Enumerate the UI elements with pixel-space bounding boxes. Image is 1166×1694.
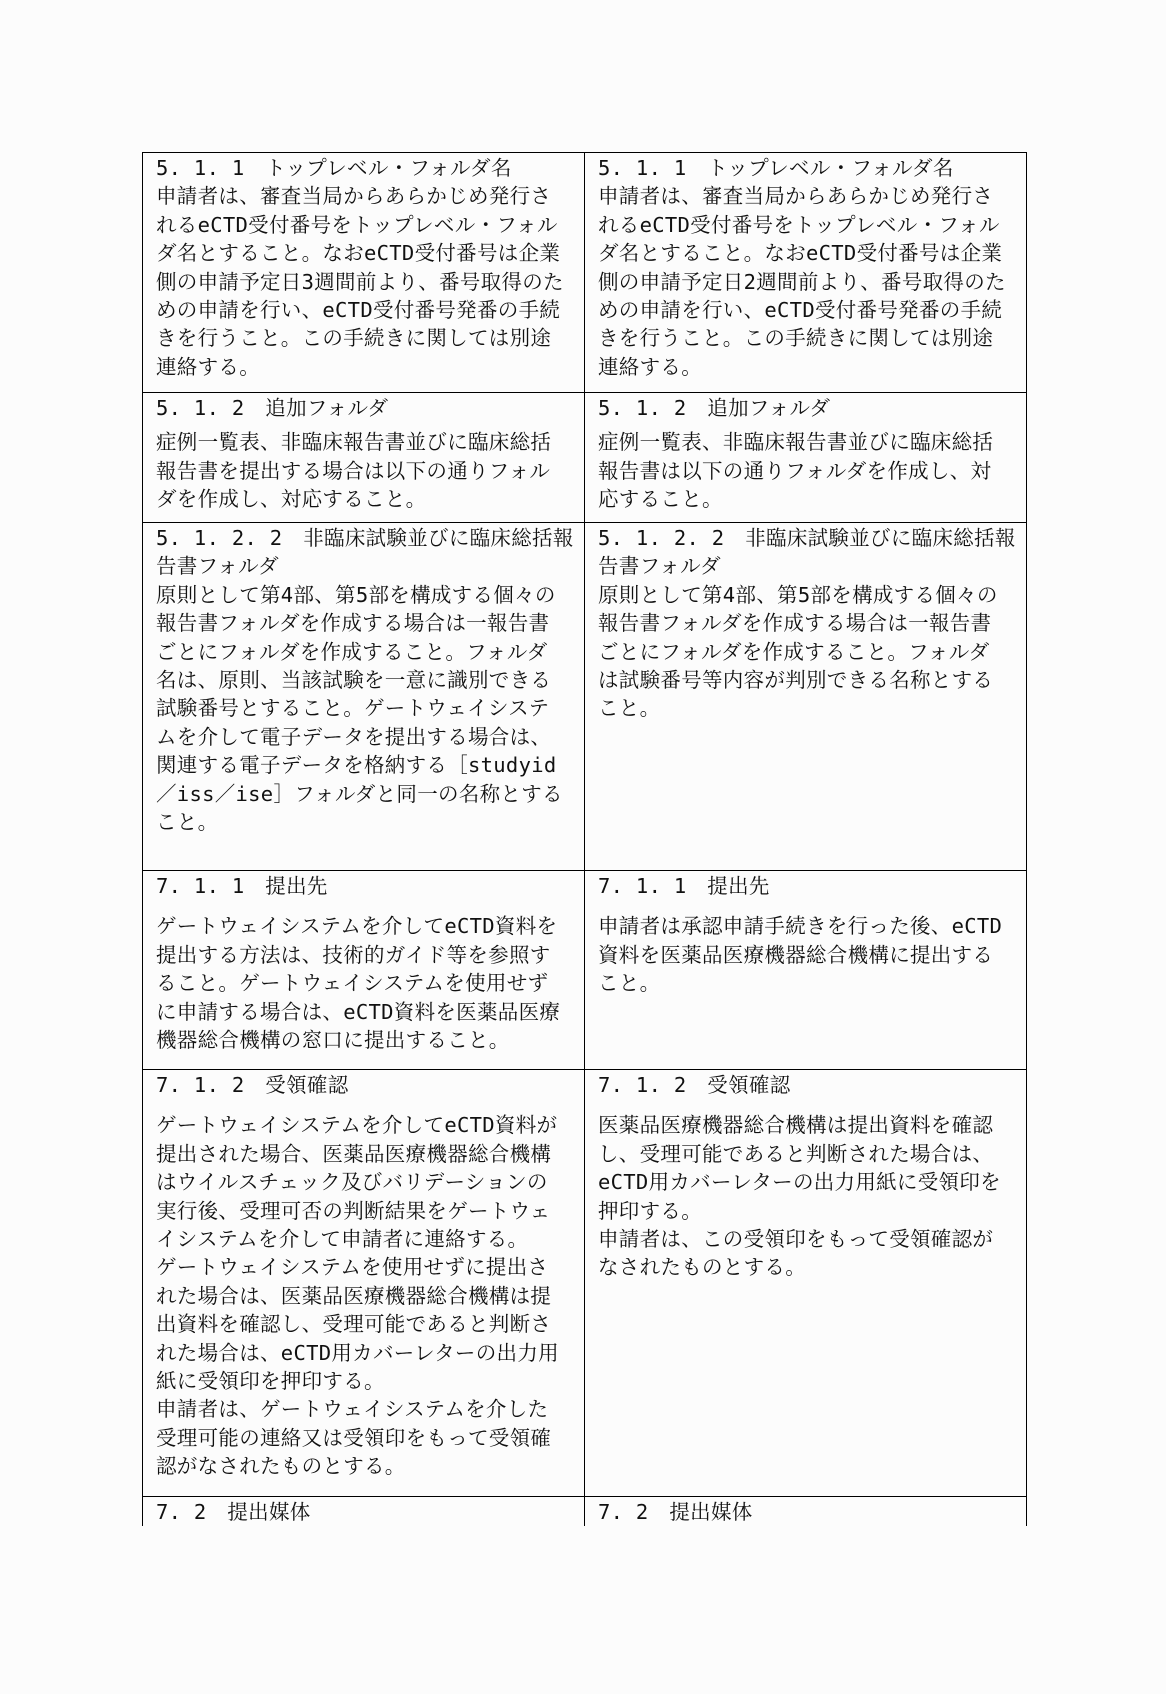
body-line: れた場合は、医薬品医療機器総合機構は提 — [156, 1283, 552, 1308]
body-line: に申請する場合は、eCTD資料を医薬品医療 — [156, 999, 561, 1024]
old-text-cell — [142, 1497, 584, 1526]
section-heading — [156, 1498, 584, 1526]
table-row — [142, 870, 1027, 1069]
heading-line: 5. 1. 2. 2 非臨床試験並びに臨床総括報 — [156, 526, 574, 550]
body-line: 報告書は以下の通りフォルダを作成し、対 — [598, 458, 992, 483]
section-heading — [598, 524, 1026, 581]
heading-line: 5. 1. 2 追加フォルダ — [598, 396, 831, 420]
body-line: きを行うこと。この手続きに関しては別途 — [598, 326, 994, 351]
body-line: ダを作成し、対応すること。 — [156, 487, 427, 512]
body-line: はウイルスチェック及びバリデーションの — [156, 1170, 548, 1195]
heading-line: 5. 1. 2. 2 非臨床試験並びに臨床総括報 — [598, 526, 1016, 550]
heading-line: 7. 2 提出媒体 — [156, 1500, 311, 1524]
section-body — [156, 182, 584, 381]
body-line: 提出する方法は、技術的ガイド等を参照す — [156, 942, 551, 967]
body-line: 応すること。 — [598, 487, 723, 512]
table-row — [142, 392, 1027, 522]
body-line: ダ名とすること。なおeCTD受付番号は企業 — [598, 241, 1003, 266]
section-heading — [156, 154, 584, 182]
heading-line: 7. 2 提出媒体 — [598, 1500, 753, 1524]
heading-line: 7. 1. 1 提出先 — [598, 874, 770, 898]
heading-line: 7. 1. 2 受領確認 — [598, 1073, 791, 1097]
body-line: 受理可能の連絡又は受領印をもって受領確 — [156, 1425, 552, 1450]
section-heading — [156, 872, 584, 900]
comparison-table — [142, 152, 1027, 1526]
body-line: こと。 — [598, 696, 661, 721]
body-line: 症例一覧表、非臨床報告書並びに臨床総括 — [598, 430, 994, 455]
old-text-cell — [142, 153, 584, 392]
heading-line: 告書フォルダ — [598, 554, 721, 579]
section-body — [598, 912, 1026, 997]
body-line: 名は、原則、当該試験を一意に識別できる — [156, 667, 552, 692]
body-line: れた場合は、eCTD用カバーレターの出力用 — [156, 1340, 559, 1365]
body-line: 出資料を確認し、受理可能であると判断さ — [156, 1312, 552, 1337]
body-line: 側の申請予定日2週間前より、番号取得のた — [598, 269, 1006, 294]
old-text-cell — [142, 393, 584, 522]
new-text-cell — [584, 1070, 1027, 1496]
heading-line: 5. 1. 1 トップレベル・フォルダ名 — [598, 156, 954, 180]
body-line: は試験番号等内容が判別できる名称とする — [598, 667, 994, 692]
old-text-cell — [142, 1070, 584, 1496]
body-line: ムを介して電子データを提出する場合は、 — [156, 724, 552, 749]
body-line: 症例一覧表、非臨床報告書並びに臨床総括 — [156, 430, 552, 455]
body-line: 実行後、受理可否の判断結果をゲートウェ — [156, 1198, 551, 1223]
body-line: 提出された場合、医薬品医療機器総合機構 — [156, 1141, 552, 1166]
body-line: 試験番号とすること。ゲートウェイシステ — [156, 696, 550, 721]
body-line: 申請者は承認申請手続きを行った後、eCTD — [598, 914, 1003, 939]
body-line: 申請者は、この受領印をもって受領確認が — [598, 1226, 994, 1251]
new-text-cell — [584, 393, 1027, 522]
section-body — [156, 428, 584, 513]
table-row — [142, 1496, 1027, 1526]
body-line: こと。 — [598, 971, 661, 996]
section-body — [156, 581, 584, 837]
body-line: 押印する。 — [598, 1198, 702, 1223]
heading-line: 告書フォルダ — [156, 554, 279, 579]
section-heading — [156, 1071, 584, 1099]
body-line: めの申請を行い、eCTD受付番号発番の手続 — [156, 297, 561, 322]
body-line: ごとにフォルダを作成すること。フォルダ — [598, 639, 990, 664]
new-text-cell — [584, 523, 1027, 870]
body-line: ゲートウェイシステムを介してeCTD資料を — [156, 914, 558, 939]
section-body — [598, 182, 1026, 381]
section-heading — [598, 154, 1026, 182]
body-line: し、受理可能であると判断された場合は、 — [598, 1141, 994, 1166]
section-body — [598, 1111, 1026, 1281]
body-line: れるeCTD受付番号をトップレベル・フォル — [156, 212, 558, 237]
body-line: 申請者は、審査当局からあらかじめ発行さ — [156, 184, 552, 209]
section-heading — [598, 1071, 1026, 1099]
section-body — [598, 428, 1026, 513]
section-heading — [156, 524, 584, 581]
section-body — [156, 1111, 584, 1480]
section-heading — [598, 394, 1026, 422]
body-line: 原則として第4部、第5部を構成する個々の — [156, 582, 556, 607]
body-line: ダ名とすること。なおeCTD受付番号は企業 — [156, 241, 561, 266]
body-line: 資料を医薬品医療機器総合機構に提出する — [598, 942, 994, 967]
section-heading — [598, 1498, 1026, 1526]
heading-line: 5. 1. 1 トップレベル・フォルダ名 — [156, 156, 512, 180]
old-text-cell — [142, 523, 584, 870]
old-text-cell — [142, 871, 584, 1069]
body-line: 認がなされたものとする。 — [156, 1454, 406, 1479]
body-line: 申請者は、審査当局からあらかじめ発行さ — [598, 184, 994, 209]
body-line: 側の申請予定日3週間前より、番号取得のた — [156, 269, 564, 294]
body-line: eCTD用カバーレターの出力用紙に受領印を — [598, 1170, 1001, 1195]
heading-line: 7. 1. 2 受領確認 — [156, 1073, 349, 1097]
new-text-cell — [584, 1497, 1027, 1526]
body-line: れるeCTD受付番号をトップレベル・フォル — [598, 212, 1000, 237]
body-line: 連絡する。 — [156, 354, 260, 379]
body-line: 連絡する。 — [598, 354, 702, 379]
body-line: なされたものとする。 — [598, 1255, 806, 1280]
body-line: 報告書を提出する場合は以下の通りフォル — [156, 458, 551, 483]
section-heading — [598, 872, 1026, 900]
body-line: 原則として第4部、第5部を構成する個々の — [598, 582, 998, 607]
body-line: 申請者は、ゲートウェイシステムを介した — [156, 1397, 549, 1422]
body-line: 報告書フォルダを作成する場合は一報告書 — [598, 611, 992, 636]
body-line: 機器総合機構の窓口に提出すること。 — [156, 1027, 510, 1052]
body-line: ごとにフォルダを作成すること。フォルダ — [156, 639, 548, 664]
body-line: めの申請を行い、eCTD受付番号発番の手続 — [598, 297, 1003, 322]
body-line: ること。ゲートウェイシステムを使用せず — [156, 971, 549, 996]
section-body — [598, 581, 1026, 723]
body-line: ／iss／ise］フォルダと同一の名称とする — [156, 781, 563, 806]
body-line: きを行うこと。この手続きに関しては別途 — [156, 326, 552, 351]
body-line: 関連する電子データを格納する［studyid — [156, 753, 557, 778]
new-text-cell — [584, 153, 1027, 392]
body-line: 報告書フォルダを作成する場合は一報告書 — [156, 611, 550, 636]
body-line: こと。 — [156, 809, 219, 834]
heading-line: 5. 1. 2 追加フォルダ — [156, 396, 389, 420]
new-text-cell — [584, 871, 1027, 1069]
body-line: イシステムを介して申請者に連絡する。 — [156, 1226, 529, 1251]
body-line: 紙に受領印を押印する。 — [156, 1368, 385, 1393]
section-heading — [156, 394, 584, 422]
body-line: ゲートウェイシステムを使用せずに提出さ — [156, 1255, 549, 1280]
table-row — [142, 1069, 1027, 1496]
table-row — [142, 522, 1027, 870]
body-line: 医薬品医療機器総合機構は提出資料を確認 — [598, 1113, 994, 1138]
heading-line: 7. 1. 1 提出先 — [156, 874, 328, 898]
section-body — [156, 912, 584, 1054]
body-line: ゲートウェイシステムを介してeCTD資料が — [156, 1113, 558, 1138]
table-row — [142, 152, 1027, 392]
